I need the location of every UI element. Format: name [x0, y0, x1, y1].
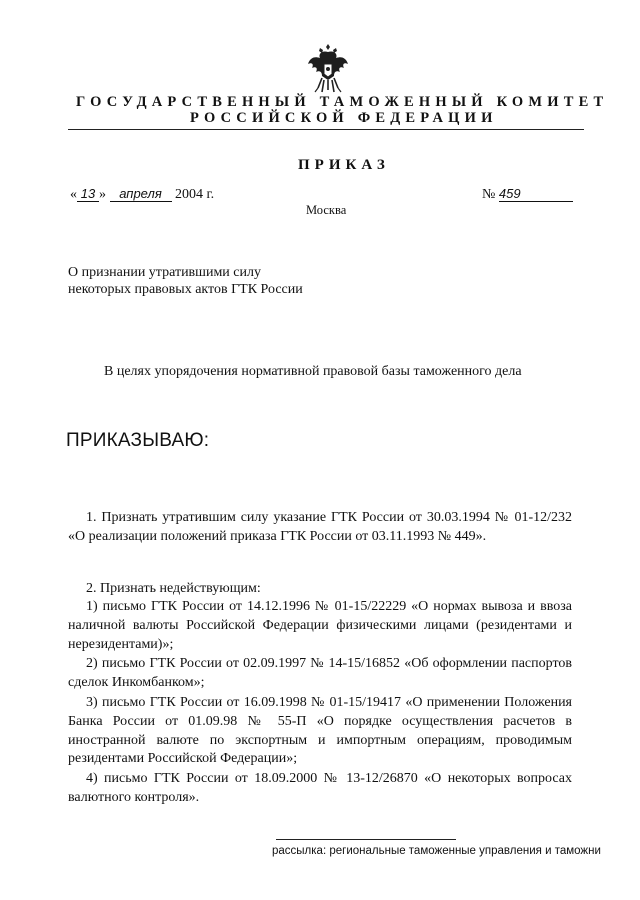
subject-line: О признании утратившими силу	[68, 265, 261, 280]
paragraph-1: 1. Признать утратившим силу указание ГТК России от 30.03.1994 № 01-12/232 «О реализации положений приказа ГТК России от 03.11.1993 № 449».	[68, 510, 572, 544]
list-item: 3) письмо ГТК России от 16.09.1998 № 01-15/19417 «О применении Положения Банка России от 01.09.98 № 55-П «О порядке осуществления расчетов в иностранной валюте по экспортным и импортным операциям, проводимым резидентами Российской Федерации»;	[68, 694, 572, 767]
subject-line: некоторых правовых актов ГТК России	[68, 282, 303, 297]
date-open-quote: «	[70, 187, 77, 202]
number-value: 459	[499, 187, 573, 202]
list-item: 4) письмо ГТК России от 18.09.2000 № 13-12/26870 «О некоторых вопросах валютного контроля».	[68, 771, 572, 805]
organization-name-line1: ГОСУДАРСТВЕННЫЙ ТАМОЖЕННЫЙ КОМИТЕТ	[76, 94, 609, 110]
document-type-title: ПРИКАЗ	[298, 157, 390, 173]
list-item: 1) письмо ГТК России от 14.12.1996 № 01-15/22229 «О нормах вывоза и ввоза наличной валюты Российской Федерации физическими лицами (резидентами и нерезидентами)»;	[68, 599, 572, 652]
date-month: апреля	[110, 187, 172, 202]
date-day: 13	[77, 187, 99, 202]
organization-name-line2: РОССИЙСКОЙ ФЕДЕРАЦИИ	[190, 110, 498, 126]
issue-city: Москва	[306, 203, 347, 217]
paragraph-2-list	[68, 598, 572, 808]
paragraph-2-heading: 2. Признать недействующим:	[86, 581, 261, 596]
order-number	[482, 187, 573, 203]
order-directive-word: ПРИКАЗЫВАЮ:	[66, 430, 210, 451]
list-item: 2) письмо ГТК России от 02.09.1997 № 14-15/16852 «Об оформлении паспортов сделок Инкомбанком»;	[68, 656, 572, 691]
footer-divider	[276, 839, 456, 840]
header-divider	[68, 129, 584, 130]
order-date	[70, 187, 214, 203]
state-emblem-icon	[304, 40, 352, 96]
date-close-quote: »	[99, 187, 106, 202]
number-label: №	[482, 187, 496, 202]
date-year: 2004 г.	[175, 187, 215, 202]
distribution-note: рассылка: региональные таможенные управления и таможни	[272, 845, 601, 857]
order-purpose: В целях упорядочения нормативной правовой базы таможенного дела	[104, 364, 522, 379]
order-subject	[68, 264, 303, 298]
